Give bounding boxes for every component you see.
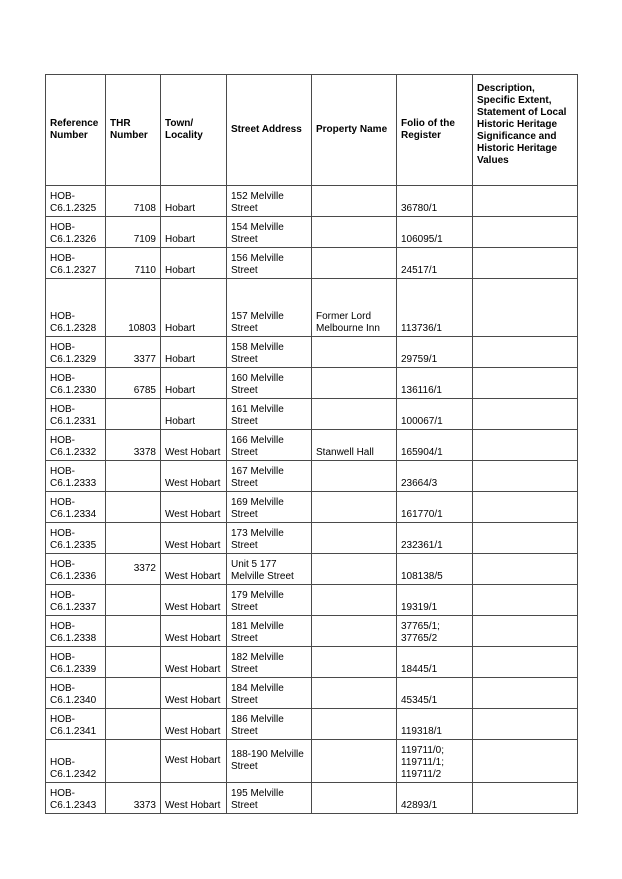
thr-cell [106, 616, 161, 647]
street-cell: 158 Melville Street [227, 337, 312, 368]
table-row [46, 554, 578, 585]
property-name-cell [312, 585, 397, 616]
property-name-cell [312, 523, 397, 554]
reference-cell: HOB-C6.1.2331 [46, 399, 106, 430]
street-cell: 195 Melville Street [227, 783, 312, 814]
street-cell: 160 Melville Street [227, 368, 312, 399]
town-cell: Hobart [161, 279, 227, 337]
reference-cell: HOB-C6.1.2333 [46, 461, 106, 492]
thr-cell [106, 523, 161, 554]
reference-cell: HOB-C6.1.2325 [46, 186, 106, 217]
reference-cell: HOB-C6.1.2334 [46, 492, 106, 523]
property-name-cell [312, 461, 397, 492]
reference-cell: HOB-C6.1.2327 [46, 248, 106, 279]
table-row [46, 492, 578, 523]
town-cell: Hobart [161, 248, 227, 279]
thr-cell: 3378 [106, 430, 161, 461]
street-cell: 161 Melville Street [227, 399, 312, 430]
reference-cell: HOB-C6.1.2339 [46, 647, 106, 678]
table-row [46, 368, 578, 399]
reference-cell: HOB-C6.1.2341 [46, 709, 106, 740]
street-cell: 188-190 Melville Street [227, 740, 312, 783]
property-name-cell: Former Lord Melbourne Inn [312, 279, 397, 337]
header-town-locality: Town/ Locality [161, 75, 227, 186]
property-name-cell [312, 492, 397, 523]
reference-cell: HOB-C6.1.2340 [46, 678, 106, 709]
description-cell [473, 647, 578, 678]
town-cell: West Hobart [161, 616, 227, 647]
description-cell [473, 430, 578, 461]
property-name-cell: Stanwell Hall [312, 430, 397, 461]
property-name-cell [312, 740, 397, 783]
reference-cell: HOB-C6.1.2332 [46, 430, 106, 461]
description-cell [473, 492, 578, 523]
description-cell [473, 554, 578, 585]
town-cell: Hobart [161, 399, 227, 430]
thr-cell: 7108 [106, 186, 161, 217]
property-name-cell [312, 217, 397, 248]
town-cell: West Hobart [161, 554, 227, 585]
table-row [46, 678, 578, 709]
header-description: Description, Specific Extent, Statement of Local Historic Heritage Significance and Historic Heritage Values [473, 75, 578, 186]
street-cell: 154 Melville Street [227, 217, 312, 248]
folio-cell: 165904/1 [397, 430, 473, 461]
table-row [46, 279, 578, 337]
reference-cell: HOB-C6.1.2337 [46, 585, 106, 616]
reference-cell: HOB-C6.1.2326 [46, 217, 106, 248]
folio-cell: 113736/1 [397, 279, 473, 337]
street-cell: 167 Melville Street [227, 461, 312, 492]
street-cell: 184 Melville Street [227, 678, 312, 709]
town-cell: West Hobart [161, 523, 227, 554]
thr-cell [106, 461, 161, 492]
property-name-cell [312, 647, 397, 678]
header-row [46, 75, 578, 186]
thr-cell: 3372 [106, 554, 161, 585]
thr-cell [106, 678, 161, 709]
header-reference-number: Reference Number [46, 75, 106, 186]
town-cell: West Hobart [161, 647, 227, 678]
description-cell [473, 740, 578, 783]
table-row [46, 709, 578, 740]
thr-cell: 3377 [106, 337, 161, 368]
town-cell: West Hobart [161, 678, 227, 709]
property-name-cell [312, 709, 397, 740]
table-row [46, 337, 578, 368]
street-cell: 169 Melville Street [227, 492, 312, 523]
folio-cell: 100067/1 [397, 399, 473, 430]
town-cell: West Hobart [161, 585, 227, 616]
street-cell: Unit 5 177 Melville Street [227, 554, 312, 585]
street-cell: 179 Melville Street [227, 585, 312, 616]
folio-cell: 36780/1 [397, 186, 473, 217]
folio-cell: 37765/1; 37765/2 [397, 616, 473, 647]
thr-cell: 10803 [106, 279, 161, 337]
table-row [46, 740, 578, 783]
reference-cell: HOB-C6.1.2329 [46, 337, 106, 368]
table-row [46, 461, 578, 492]
town-cell: West Hobart [161, 709, 227, 740]
folio-cell: 23664/3 [397, 461, 473, 492]
street-cell: 182 Melville Street [227, 647, 312, 678]
description-cell [473, 399, 578, 430]
reference-cell: HOB-C6.1.2336 [46, 554, 106, 585]
thr-cell [106, 740, 161, 783]
reference-cell: HOB-C6.1.2330 [46, 368, 106, 399]
folio-cell: 119711/0; 119711/1; 119711/2 [397, 740, 473, 783]
town-cell: Hobart [161, 368, 227, 399]
thr-cell [106, 647, 161, 678]
reference-cell: HOB-C6.1.2338 [46, 616, 106, 647]
street-cell: 173 Melville Street [227, 523, 312, 554]
description-cell [473, 337, 578, 368]
town-cell: West Hobart [161, 461, 227, 492]
description-cell [473, 523, 578, 554]
property-name-cell [312, 337, 397, 368]
property-name-cell [312, 783, 397, 814]
folio-cell: 42893/1 [397, 783, 473, 814]
thr-cell [106, 585, 161, 616]
folio-cell: 106095/1 [397, 217, 473, 248]
description-cell [473, 616, 578, 647]
description-cell [473, 368, 578, 399]
thr-cell: 7109 [106, 217, 161, 248]
property-name-cell [312, 678, 397, 709]
street-cell: 186 Melville Street [227, 709, 312, 740]
folio-cell: 19319/1 [397, 585, 473, 616]
description-cell [473, 461, 578, 492]
table-row [46, 585, 578, 616]
description-cell [473, 783, 578, 814]
folio-cell: 136116/1 [397, 368, 473, 399]
street-cell: 181 Melville Street [227, 616, 312, 647]
town-cell: Hobart [161, 337, 227, 368]
property-name-cell [312, 248, 397, 279]
property-name-cell [312, 399, 397, 430]
folio-cell: 18445/1 [397, 647, 473, 678]
header-street-address: Street Address [227, 75, 312, 186]
description-cell [473, 585, 578, 616]
table-row [46, 186, 578, 217]
description-cell [473, 186, 578, 217]
reference-cell: HOB-C6.1.2343 [46, 783, 106, 814]
folio-cell: 108138/5 [397, 554, 473, 585]
town-cell: West Hobart [161, 783, 227, 814]
description-cell [473, 217, 578, 248]
thr-cell: 3373 [106, 783, 161, 814]
table-row [46, 647, 578, 678]
town-cell: West Hobart [161, 740, 227, 783]
table-row [46, 783, 578, 814]
table-row [46, 217, 578, 248]
town-cell: West Hobart [161, 492, 227, 523]
town-cell: Hobart [161, 186, 227, 217]
description-cell [473, 248, 578, 279]
description-cell [473, 279, 578, 337]
table-row [46, 430, 578, 461]
street-cell: 157 Melville Street [227, 279, 312, 337]
description-cell [473, 678, 578, 709]
reference-cell: HOB-C6.1.2342 [46, 740, 106, 783]
town-cell: West Hobart [161, 430, 227, 461]
heritage-register-table [45, 74, 578, 814]
street-cell: 152 Melville Street [227, 186, 312, 217]
property-name-cell [312, 368, 397, 399]
table-row [46, 616, 578, 647]
header-folio: Folio of the Register [397, 75, 473, 186]
header-property-name: Property Name [312, 75, 397, 186]
folio-cell: 232361/1 [397, 523, 473, 554]
header-thr-number: THR Number [106, 75, 161, 186]
table-row [46, 523, 578, 554]
table-row [46, 399, 578, 430]
property-name-cell [312, 554, 397, 585]
thr-cell [106, 709, 161, 740]
thr-cell [106, 492, 161, 523]
description-cell [473, 709, 578, 740]
thr-cell: 6785 [106, 368, 161, 399]
folio-cell: 119318/1 [397, 709, 473, 740]
thr-cell [106, 399, 161, 430]
property-name-cell [312, 616, 397, 647]
reference-cell: HOB-C6.1.2335 [46, 523, 106, 554]
folio-cell: 29759/1 [397, 337, 473, 368]
folio-cell: 24517/1 [397, 248, 473, 279]
property-name-cell [312, 186, 397, 217]
street-cell: 156 Melville Street [227, 248, 312, 279]
reference-cell: HOB-C6.1.2328 [46, 279, 106, 337]
thr-cell: 7110 [106, 248, 161, 279]
folio-cell: 45345/1 [397, 678, 473, 709]
town-cell: Hobart [161, 217, 227, 248]
table-row [46, 248, 578, 279]
street-cell: 166 Melville Street [227, 430, 312, 461]
folio-cell: 161770/1 [397, 492, 473, 523]
